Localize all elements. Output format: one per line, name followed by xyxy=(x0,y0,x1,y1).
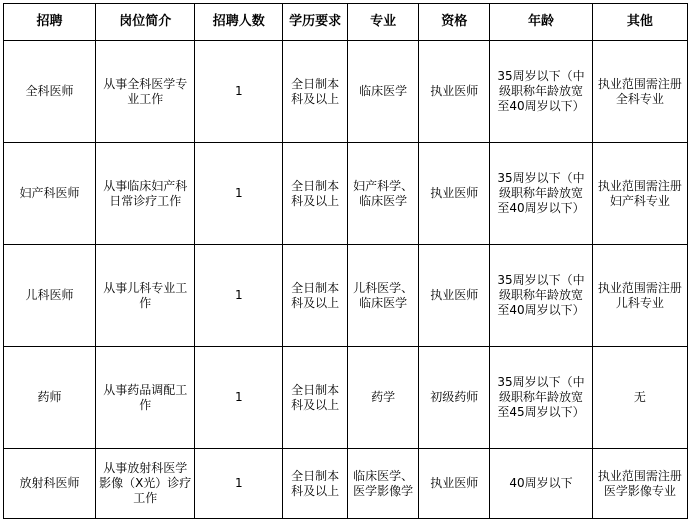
cell-headcount: 1 xyxy=(195,143,283,245)
cell-education: 全日制本科及以上 xyxy=(283,143,348,245)
recruitment-table xyxy=(3,3,688,519)
cell-age: 40周岁以下 xyxy=(490,449,592,519)
cell-qualification: 初级药师 xyxy=(419,347,490,449)
cell-headcount: 1 xyxy=(195,347,283,449)
table-row xyxy=(4,143,688,245)
table-row xyxy=(4,245,688,347)
cell-position: 妇产科医师 xyxy=(4,143,96,245)
cell-headcount: 1 xyxy=(195,245,283,347)
cell-job-description: 从事放射科医学影像（X光）诊疗工作 xyxy=(96,449,195,519)
cell-major: 儿科医学、临床医学 xyxy=(348,245,419,347)
cell-headcount: 1 xyxy=(195,41,283,143)
header-position: 招聘 xyxy=(4,4,96,41)
cell-age: 35周岁以下（中级职称年龄放宽至45周岁以下） xyxy=(490,347,592,449)
header-education: 学历要求 xyxy=(283,4,348,41)
recruitment-table-container xyxy=(3,3,688,519)
table-row xyxy=(4,41,688,143)
header-major: 专业 xyxy=(348,4,419,41)
cell-age: 35周岁以下（中级职称年龄放宽至40周岁以下） xyxy=(490,41,592,143)
cell-education: 全日制本科及以上 xyxy=(283,41,348,143)
header-age: 年龄 xyxy=(490,4,592,41)
cell-qualification: 执业医师 xyxy=(419,245,490,347)
cell-major: 妇产科学、临床医学 xyxy=(348,143,419,245)
table-row xyxy=(4,449,688,519)
cell-age: 35周岁以下（中级职称年龄放宽至40周岁以下） xyxy=(490,143,592,245)
header-job-description: 岗位简介 xyxy=(96,4,195,41)
cell-other: 执业范围需注册妇产科专业 xyxy=(592,143,687,245)
cell-job-description: 从事临床妇产科日常诊疗工作 xyxy=(96,143,195,245)
cell-major: 临床医学、医学影像学 xyxy=(348,449,419,519)
cell-qualification: 执业医师 xyxy=(419,41,490,143)
header-other: 其他 xyxy=(592,4,687,41)
cell-other: 执业范围需注册医学影像专业 xyxy=(592,449,687,519)
cell-education: 全日制本科及以上 xyxy=(283,347,348,449)
header-row xyxy=(4,4,688,41)
header-qualification: 资格 xyxy=(419,4,490,41)
cell-education: 全日制本科及以上 xyxy=(283,449,348,519)
cell-education: 全日制本科及以上 xyxy=(283,245,348,347)
cell-age: 35周岁以下（中级职称年龄放宽至40周岁以下） xyxy=(490,245,592,347)
cell-other: 无 xyxy=(592,347,687,449)
cell-job-description: 从事药品调配工作 xyxy=(96,347,195,449)
header-headcount: 招聘人数 xyxy=(195,4,283,41)
cell-other: 执业范围需注册儿科专业 xyxy=(592,245,687,347)
cell-position: 全科医师 xyxy=(4,41,96,143)
cell-major: 药学 xyxy=(348,347,419,449)
cell-position: 放射科医师 xyxy=(4,449,96,519)
cell-job-description: 从事全科医学专业工作 xyxy=(96,41,195,143)
cell-position: 药师 xyxy=(4,347,96,449)
cell-major: 临床医学 xyxy=(348,41,419,143)
cell-headcount: 1 xyxy=(195,449,283,519)
cell-other: 执业范围需注册全科专业 xyxy=(592,41,687,143)
cell-qualification: 执业医师 xyxy=(419,143,490,245)
table-row xyxy=(4,347,688,449)
cell-qualification: 执业医师 xyxy=(419,449,490,519)
cell-position: 儿科医师 xyxy=(4,245,96,347)
cell-job-description: 从事儿科专业工作 xyxy=(96,245,195,347)
